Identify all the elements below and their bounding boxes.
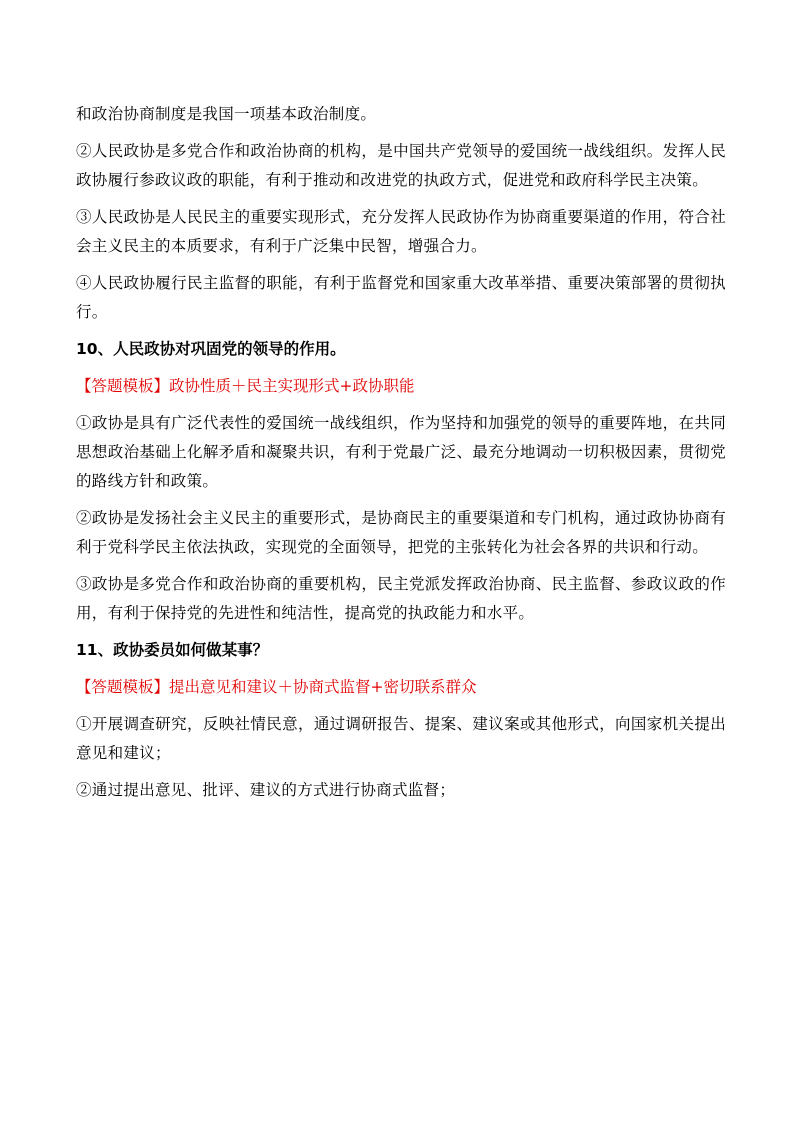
answer-template-11: 【答题模板】提出意见和建议＋协商式监督+密切联系群众: [76, 678, 477, 696]
paragraph-point-2: ②人民政协是多党合作和政治协商的机构，是中国共产党领导的爱国统一战线组织。发挥人民政协履行参政议政的职能，有利于推动和改进党的执政方式，促进党和政府科学民主决策。: [76, 142, 726, 189]
paragraph-11-point-2: ②通过提出意见、批评、建议的方式进行协商式监督；: [76, 781, 456, 799]
paragraph-11-point-1: ①开展调查研究，反映社情民意，通过调研报告、提案、建议案或其他形式，向国家机关提出意见和建议；: [76, 715, 726, 762]
paragraph-10-point-3: ③政协是多党合作和政治协商的重要机构，民主党派发挥政治协商、民主监督、参政议政的作用，有利于保持党的先进性和纯洁性，提高党的执政能力和水平。: [76, 575, 726, 622]
paragraph-intro: 和政治协商制度是我国一项基本政治制度。: [76, 105, 377, 123]
paragraph-10-point-2: ②政协是发扬社会主义民主的重要形式，是协商民主的重要渠道和专门机构，通过政协协商有利于党科学民主依法执政，实现党的全面领导，把党的主张转化为社会各界的共识和行动。: [76, 509, 726, 556]
answer-template-10: 【答题模板】政协性质＋民主实现形式+政协职能: [76, 377, 415, 395]
paragraph-10-point-1: ①政协是具有广泛代表性的爱国统一战线组织，作为坚持和加强党的领导的重要阵地，在共同思想政治基础上化解矛盾和凝聚共识，有利于党最广泛、最充分地调动一切积极因素，贯彻党的路线方针和政策。: [76, 414, 726, 490]
document-page: [76, 100, 726, 813]
section-heading-11: 11、政协委员如何做某事？: [76, 641, 269, 659]
paragraph-point-3: ③人民政协是人民民主的重要实现形式，充分发挥人民政协作为协商重要渠道的作用，符合社会主义民主的本质要求，有利于广泛集中民智，增强合力。: [76, 208, 726, 255]
section-heading-10: 10、人民政协对巩固党的领导的作用。: [76, 340, 346, 358]
paragraph-point-4: ④人民政协履行民主监督的职能，有利于监督党和国家重大改革举措、重要决策部署的贯彻执行。: [76, 274, 726, 321]
